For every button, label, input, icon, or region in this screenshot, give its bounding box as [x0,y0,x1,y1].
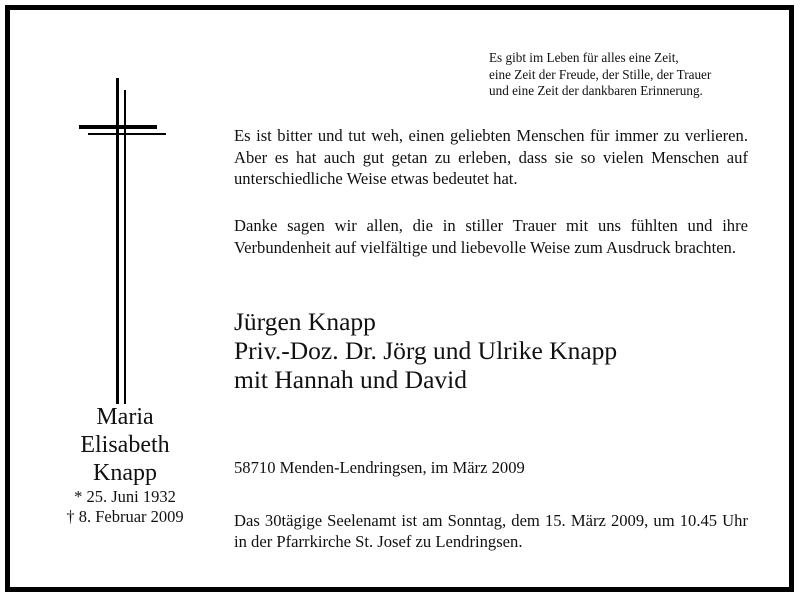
gratitude-paragraph: Es ist bitter und tut weh, einen geliebten Menschen für immer zu verlieren. Aber es hat auch gut getan zu erleben, dass sie so vielen Menschen auf unterschiedliche Weise etwas bedeutet hat. [234,126,748,188]
motto-line: eine Zeit der Freude, der Stille, der Trauer [489,66,712,82]
mourners-list [234,307,754,394]
deceased-middle-name: Elisabeth [80,432,170,458]
mourner-name: mit Hannah und David [234,365,467,394]
place-date: 58710 Menden-Lendringsen, im März 2009 [234,458,525,477]
deceased-first-name: Maria [96,404,154,430]
motto-line: Es gibt im Leben für alles eine Zeit, [489,50,679,65]
mourner-name: Jürgen Knapp [234,307,376,336]
deceased-block [40,403,210,527]
motto-line: und eine Zeit der dankbaren Erinnerung. [489,83,703,98]
birth-date: * 25. Juni 1932 [74,487,176,506]
death-date: † 8. Februar 2009 [66,507,184,526]
thanks-paragraph: Danke sagen wir allen, die in stiller Trauer mit uns fühlten und ihre Verbundenheit auf vielfältige und liebevolle Weise zum Ausdruck brachten. [234,216,748,257]
service-notice: Das 30tägige Seelenamt ist am Sonntag, dem 15. März 2009, um 10.45 Uhr in der Pfarrkirche St. Josef zu Lendringsen. [234,511,748,551]
deceased-last-name: Knapp [93,460,157,486]
motto-quote [489,50,769,100]
mourner-name: Priv.-Doz. Dr. Jörg und Ulrike Knapp [234,336,618,365]
